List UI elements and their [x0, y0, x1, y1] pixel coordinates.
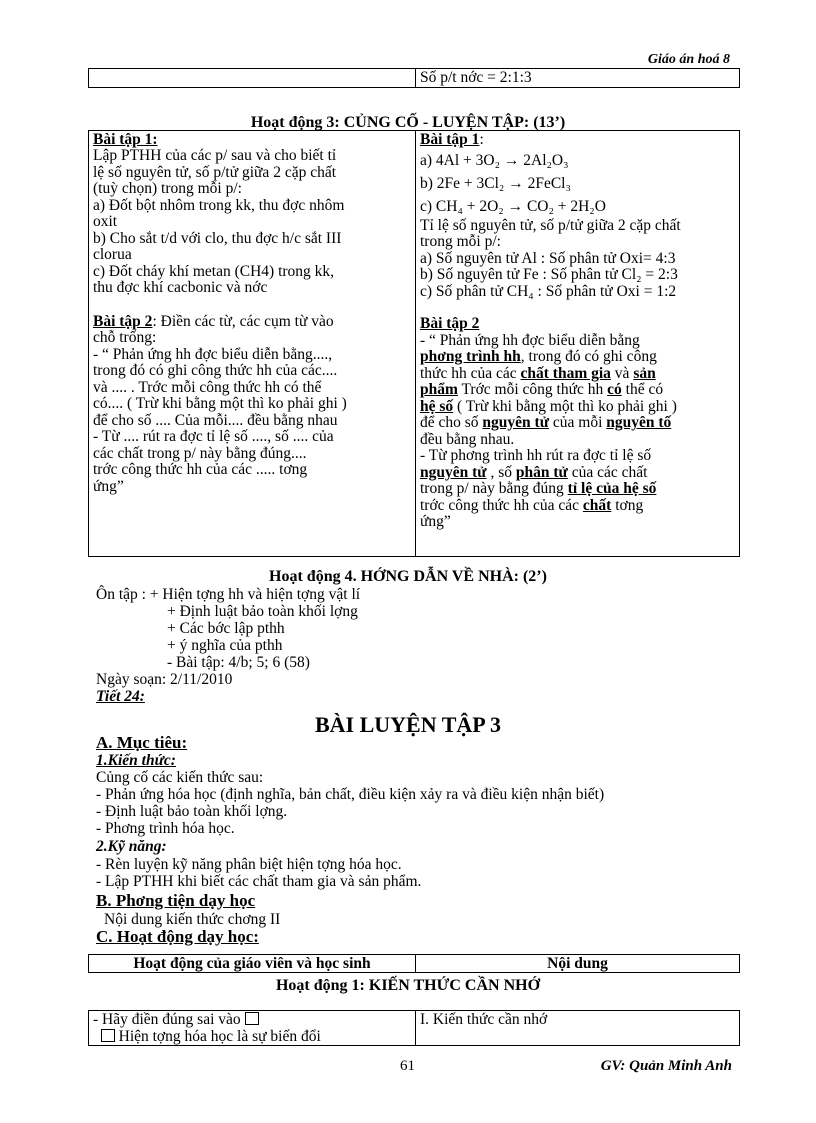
text-line: trong mỗi p/: [420, 233, 501, 250]
answer-word: phẩm [420, 381, 458, 398]
review-line-3: + Các bớc lập pthh [167, 620, 285, 637]
prep-date: Ngày soạn: 2/11/2010 [96, 671, 233, 688]
section-b-text: Nội dung kiến thức chơng II [104, 911, 281, 928]
text-span: của mỗi [549, 414, 607, 431]
activity1-heading: Hoạt động 1: KIẾN THỨC CẦN NHỚ [275, 977, 541, 994]
r-ex2-title: Bài tập 2 [420, 315, 480, 332]
knowledge-line: - Phơng trình hóa học. [96, 820, 235, 837]
activity3-right [416, 131, 740, 557]
review-line-4: + ý nghĩa của pthh [167, 637, 283, 654]
text-line: chỗ trống: [93, 329, 157, 346]
answer-word: có [607, 381, 622, 398]
activity3-table [88, 130, 740, 557]
text-line: c) Đốt cháy khí metan (CH4) trong kk, [93, 262, 335, 280]
text-line: để cho số .... Của mỗi.... đều bằng nhau [93, 411, 338, 429]
teacher-name: GV: Quản Minh Anh [600, 1058, 732, 1074]
answer-word: chất tham gia [520, 364, 611, 382]
ex1-lines [93, 148, 411, 297]
knowledge-line: Củng cố các kiến thức sau: [96, 769, 264, 786]
text-span: Trớc mỗi công thức hh [457, 381, 608, 398]
top-table-right: Số p/t nớc = 2:1:3 [416, 69, 740, 88]
text-line: a) Đốt bột nhôm trong kk, thu đợc nhôm [93, 196, 345, 214]
ratio-lines [420, 218, 735, 301]
text-span: trong p/ này bằng đúng [420, 480, 568, 497]
section-a: A. Mục tiêu: [96, 733, 188, 752]
text-line: thu đợc khí cacbonic và nớc [93, 279, 268, 296]
header-title: Giáo án hoá 8 [647, 52, 730, 67]
ex2-block [93, 314, 411, 496]
knowledge-line: - Phản ứng hóa học (định nghĩa, bản chất, điều kiện xảy ra và điều kiện nhận biết) [96, 786, 605, 803]
ex2-intro: : Điền các từ, các cụm từ vào [152, 312, 334, 330]
checkbox-icon[interactable] [101, 1029, 115, 1042]
answer-word: phơng trình hh [420, 348, 521, 365]
activity4-heading: Hoạt động 4. HỚNG DẪN VỀ NHÀ: (2’) [269, 568, 547, 585]
r-ex2-block [420, 316, 735, 531]
section-b: B. Phơng tiện dạy học [96, 891, 256, 910]
period-label: Tiết 24: [96, 688, 145, 705]
skills-line: - Rèn luyện kỹ năng phân biệt hiện tợng hóa học. [96, 856, 402, 873]
text-line: Tỉ lệ số nguyên tử, số p/tử giữa 2 cặp chất [420, 216, 681, 234]
ex1-title: Bài tập 1: [93, 131, 158, 148]
text-line: - “ Phản ứng hh đợc biểu diễn bằng...., [93, 345, 333, 363]
ex2-title: Bài tập 2 [93, 312, 153, 330]
review-line-2: + Định luật bảo toàn khối lợng [167, 603, 358, 620]
answer-word: nguyên tử [482, 414, 550, 431]
equation-b: b) 2Fe + 3Cl₂ → 2FeCl₃ [420, 174, 571, 192]
answer-word: nguyên tử [420, 463, 487, 481]
equation-a: a) 4Al + 3O₂ → 2Al₂O₃ [420, 151, 569, 169]
text-line: có.... ( Trừ khi bằng một thì ko phải ghi ) [93, 395, 347, 412]
text-line: oxit [93, 213, 118, 230]
answer-word: chất [582, 496, 612, 514]
knowledge-line: - Định luật bảo toàn khối lợng. [96, 803, 288, 820]
text-span: trớc công thức hh của các [420, 496, 583, 514]
text-line: (tuỳ chọn) trong mỗi p/: [93, 180, 242, 197]
text-span: tơng [611, 496, 644, 514]
answer-word: phân tử [515, 463, 568, 481]
text-span: Hiện tợng hóa học là sự biến đổi [118, 1028, 321, 1045]
activity-header-table [88, 954, 740, 973]
text-span: để cho số [420, 414, 483, 431]
text-span: , trong đó có ghi công [520, 348, 657, 365]
r-ex1-title: Bài tập 1 [420, 131, 480, 148]
text-line: và .... . Trớc mỗi công thức hh có thể [93, 378, 322, 396]
answer-word: tỉ lệ của hệ số [567, 480, 657, 497]
activity3-left [89, 131, 416, 557]
equations [420, 149, 735, 218]
r-ex1-colon: : [479, 131, 484, 148]
checkbox-icon[interactable] [245, 1012, 259, 1025]
equation-c: c) CH₄ + 2O₂ → CO₂ + 2H₂O [420, 197, 606, 215]
review-line-5: - Bài tập: 4/b; 5; 6 (58) [167, 654, 310, 671]
text-span: và [610, 364, 634, 382]
col-header-content: Nội dung [416, 955, 740, 973]
activity1-left [89, 1011, 416, 1046]
text-line: Lập PTHH của các p/ sau và cho biết tỉ [93, 147, 337, 164]
skills-line: - Lập PTHH khi biết các chất tham gia và sản phẩm. [96, 873, 422, 890]
knowledge-heading: 1.Kiến thức: [96, 752, 176, 769]
activity1-table [88, 1010, 740, 1046]
top-table [88, 68, 740, 88]
page-number: 61 [400, 1058, 415, 1074]
text-line: b) Cho sắt t/d với clo, thu đợc h/c sắt III [93, 229, 342, 247]
section-c: C. Hoạt động dạy học: [96, 927, 259, 946]
text-line: - Từ .... rút ra đợc tỉ lệ số ...., số .... của [93, 428, 334, 445]
answer-word: sản [633, 364, 656, 382]
text-line: đều bằng nhau. [420, 430, 515, 448]
text-span: , số [486, 463, 516, 481]
text-line: clorua [93, 246, 132, 263]
activity1-right: I. Kiến thức cần nhớ [416, 1011, 740, 1046]
text-span: ( Trừ khi bằng một thì ko phải ghi ) [453, 397, 677, 415]
text-line: lệ số nguyên tử, số p/tử giữa 2 cặp chất [93, 163, 337, 181]
activity3-heading: Hoạt động 3: CỦNG CỐ - LUYỆN TẬP: (13’) [250, 114, 566, 131]
review-line-1: Ôn tập : + Hiện tợng hh và hiện tợng vật lí [96, 586, 361, 603]
text-span: thức hh của các [420, 364, 521, 382]
text-line: - Từ phơng trình hh rút ra đợc tỉ lệ số [420, 447, 652, 464]
text-line: ứng” [420, 513, 451, 530]
skills-heading: 2.Kỹ năng: [96, 838, 167, 855]
text-line: c) Số phân tử CH₄ : Số phân tử Oxi = 1:2 [420, 282, 677, 300]
text-line: ứng” [93, 477, 124, 495]
text-line: các chất trong p/ này bằng đúng.... [93, 444, 307, 462]
text-line: trong đó có ghi công thức hh của các.... [93, 362, 338, 379]
answer-word: hệ số [420, 397, 454, 415]
text-line: a) Số nguyên tử Al : Số phân tử Oxi= 4:3 [420, 249, 676, 267]
text-line: b) Số nguyên tử Fe : Số phân tử Cl₂ = 2:3 [420, 266, 678, 283]
text-span: thể có [621, 381, 664, 398]
answer-word: nguyên tố [606, 414, 672, 431]
lesson-title: BÀI LUYỆN TẬP 3 [314, 712, 502, 737]
text-span: - Hãy điền đúng sai vào [93, 1011, 241, 1028]
text-line: trớc công thức hh của các ..... tơng [93, 461, 308, 478]
col-header-teacher: Hoạt động của giáo viên và học sinh [89, 955, 416, 973]
text-line: - “ Phản ứng hh đợc biểu diễn bằng [420, 331, 640, 349]
text-span: của các chất [567, 463, 648, 481]
